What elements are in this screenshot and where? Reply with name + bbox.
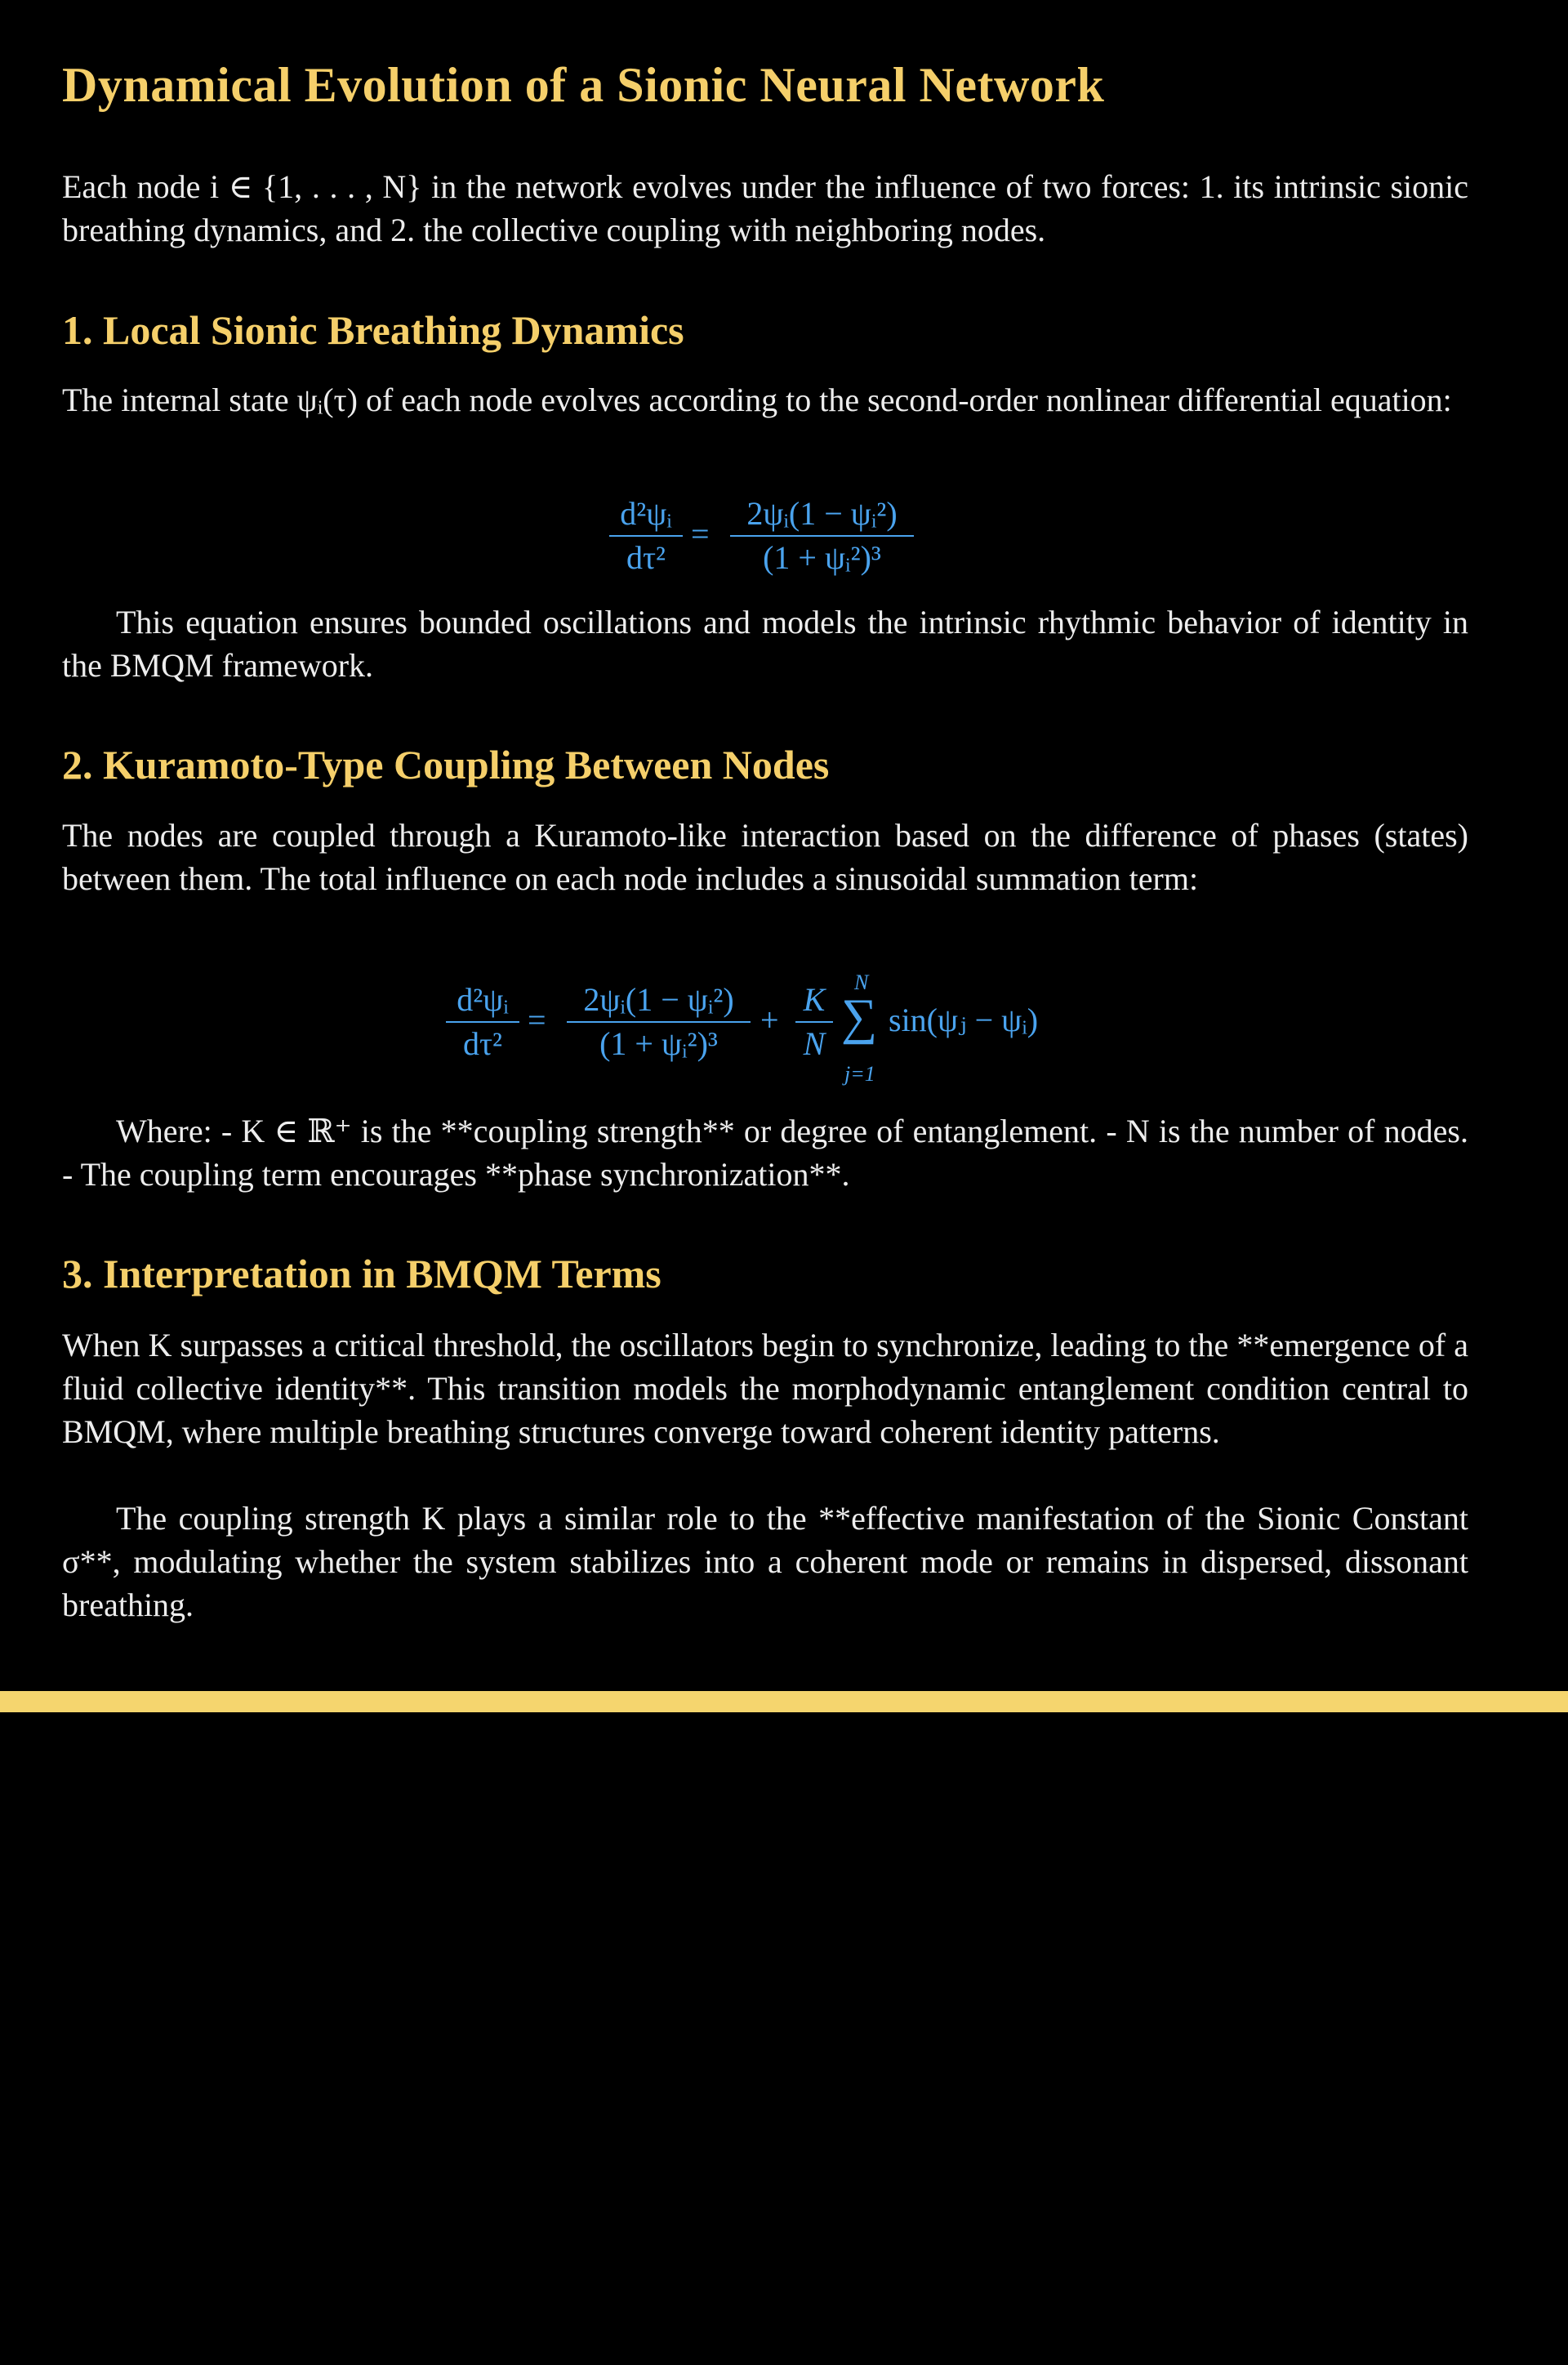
equation-2-sum-lower-limit: j=1 <box>844 1062 875 1086</box>
section-1-text: The internal state ψᵢ(τ) of each node evolves according to the second-order nonlinear differential equation: <box>62 382 1452 418</box>
equation-1-lhs-denominator: dτ² <box>626 539 666 576</box>
footer-accent-band <box>0 1691 1568 1712</box>
equation-2-rhs-numerator: 2ψᵢ(1 − ψᵢ²) <box>583 981 734 1018</box>
equation-2-sum-upper-limit: N <box>854 971 869 994</box>
equation-2-k-over-n <box>795 980 833 1064</box>
section-2-text: The nodes are coupled through a Kuramoto-like interaction based on the difference of phases (states) between them. The total influence on each node includes a sinusoidal summation term: <box>62 817 1468 897</box>
section-3-text: When K surpasses a critical threshold, the oscillators begin to synchronize, leading to the **emergence of a fluid collective identity**. This transition models the morphodynamic entanglement condition central to BMQM, where multiple breathing structures converge toward coherent identity patterns. <box>62 1327 1468 1450</box>
section-2-heading: 2. Kuramoto-Type Coupling Between Nodes <box>62 742 830 788</box>
equation-kuramoto-coupling <box>446 971 1165 1095</box>
equation-2-equals: = <box>528 1002 546 1038</box>
intro-paragraph: Each node i ∈ {1, . . . , N} in the network evolves under the influence of two forces: 1. its intrinsic sionic breathing dynamics, and 2. the collective coupling with neighboring nodes. <box>62 168 1468 248</box>
section-2-after-text: Where: - K ∈ ℝ⁺ is the **coupling strength** or degree of entanglement. - N is the number of nodes. - The coupling term encourages **phase synchronization**. <box>62 1113 1468 1193</box>
equation-1-lhs-numerator: d²ψᵢ <box>620 495 672 532</box>
equation-1-rhs-denominator: (1 + ψᵢ²)³ <box>763 539 881 576</box>
equation-1-lhs-fraction <box>609 494 683 578</box>
equation-2-lhs-fraction <box>446 980 519 1064</box>
equation-2-plus: + <box>760 1002 779 1038</box>
equation-2-rhs-fraction <box>567 980 751 1064</box>
equation-2-sine-term: sin(ψⱼ − ψᵢ) <box>889 1002 1039 1038</box>
equation-local-breathing <box>609 494 985 592</box>
document-title: Dynamical Evolution of a Sionic Neural Network <box>62 58 1105 112</box>
equation-2-lhs-numerator: d²ψᵢ <box>457 981 509 1018</box>
section-1-heading: 1. Local Sionic Breathing Dynamics <box>62 307 684 353</box>
equation-1-rhs-fraction <box>730 494 914 578</box>
equation-2-lhs-denominator: dτ² <box>462 1025 503 1062</box>
equation-2-n: N <box>803 1025 826 1062</box>
section-1-after-text: This equation ensures bounded oscillations and models the intrinsic rhythmic behavior of identity in the BMQM framework. <box>62 604 1468 684</box>
equation-2-k: K <box>803 981 826 1018</box>
section-3-heading: 3. Interpretation in BMQM Terms <box>62 1251 662 1296</box>
equation-2-summation-symbol: ∑ <box>841 989 878 1045</box>
equation-1-rhs-numerator: 2ψᵢ(1 − ψᵢ²) <box>746 495 898 532</box>
section-3-after-text: The coupling strength K plays a similar role to the **effective manifestation of the Sionic Constant σ**, modulating whether the system stabilizes into a coherent mode or remains in dispersed, dissonant breathing. <box>62 1500 1468 1623</box>
equation-1-equals: = <box>691 515 710 552</box>
equation-2-rhs-denominator: (1 + ψᵢ²)³ <box>599 1025 718 1062</box>
